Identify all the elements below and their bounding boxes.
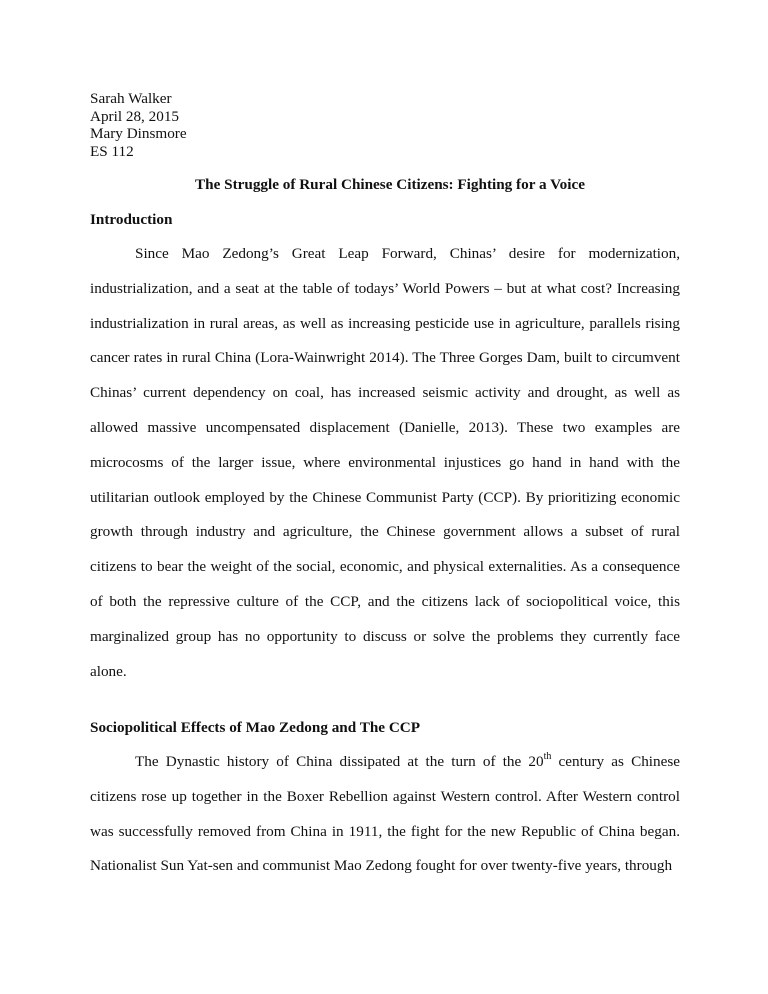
author-name: Sarah Walker xyxy=(90,90,172,107)
sociopolitical-paragraph xyxy=(90,745,680,884)
introduction-body xyxy=(90,237,680,689)
section-heading-sociopolitical: Sociopolitical Effects of Mao Zedong and The CCP xyxy=(90,719,421,736)
ordinal-superscript: th xyxy=(543,750,552,762)
course-code: ES 112 xyxy=(90,142,134,160)
sociopolitical-body xyxy=(90,745,680,884)
document-title: The Struggle of Rural Chinese Citizens: Fighting for a Voice xyxy=(195,176,585,193)
section-heading-introduction: Introduction xyxy=(90,211,173,228)
instructor-name: Mary Dinsmore xyxy=(90,125,187,142)
introduction-paragraph: Since Mao Zedong’s Great Leap Forward, Chinas’ desire for modernization, industrialization, and a seat at the table of todays’ World Powers – but at what cost? Increasing industrialization in rural areas, as well as increasing pesticide use in agriculture, parallels rising cancer rates in rural China (Lora-Wainwright 2014). The Three Gorges Dam, built to circumvent Chinas’ current dependency on coal, has increased seismic activity and drought, as well as allowed massive uncompensated displacement (Danielle, 2013). These two examples are microcosms of the larger issue, where environmental injustices go hand in hand with the utilitarian outlook employed by the Chinese Communist Party (CCP). By prioritizing economic growth through industry and agriculture, the Chinese government allows a subset of rural citizens to bear the weight of the social, economic, and physical externalities. As a consequence of both the repressive culture of the CCP, and the citizens lack of sociopolitical voice, this marginalized group has no opportunity to discuss or solve the problems they currently face alone. xyxy=(90,245,680,680)
paragraph-text-end: century as Chinese citizens rose up together in the Boxer Rebellion against Western control. After Western control was successfully removed from China in 1911, the fight for the new Republic of China began. Nationalist Sun Yat-sen and communist Mao Zedong fought for over twenty-five years, through xyxy=(90,753,680,875)
document-date: April 28, 2015 xyxy=(90,107,180,125)
header-block xyxy=(90,90,187,160)
paragraph-text-start: The Dynastic history of China dissipated at the turn of the 20 xyxy=(135,753,544,770)
